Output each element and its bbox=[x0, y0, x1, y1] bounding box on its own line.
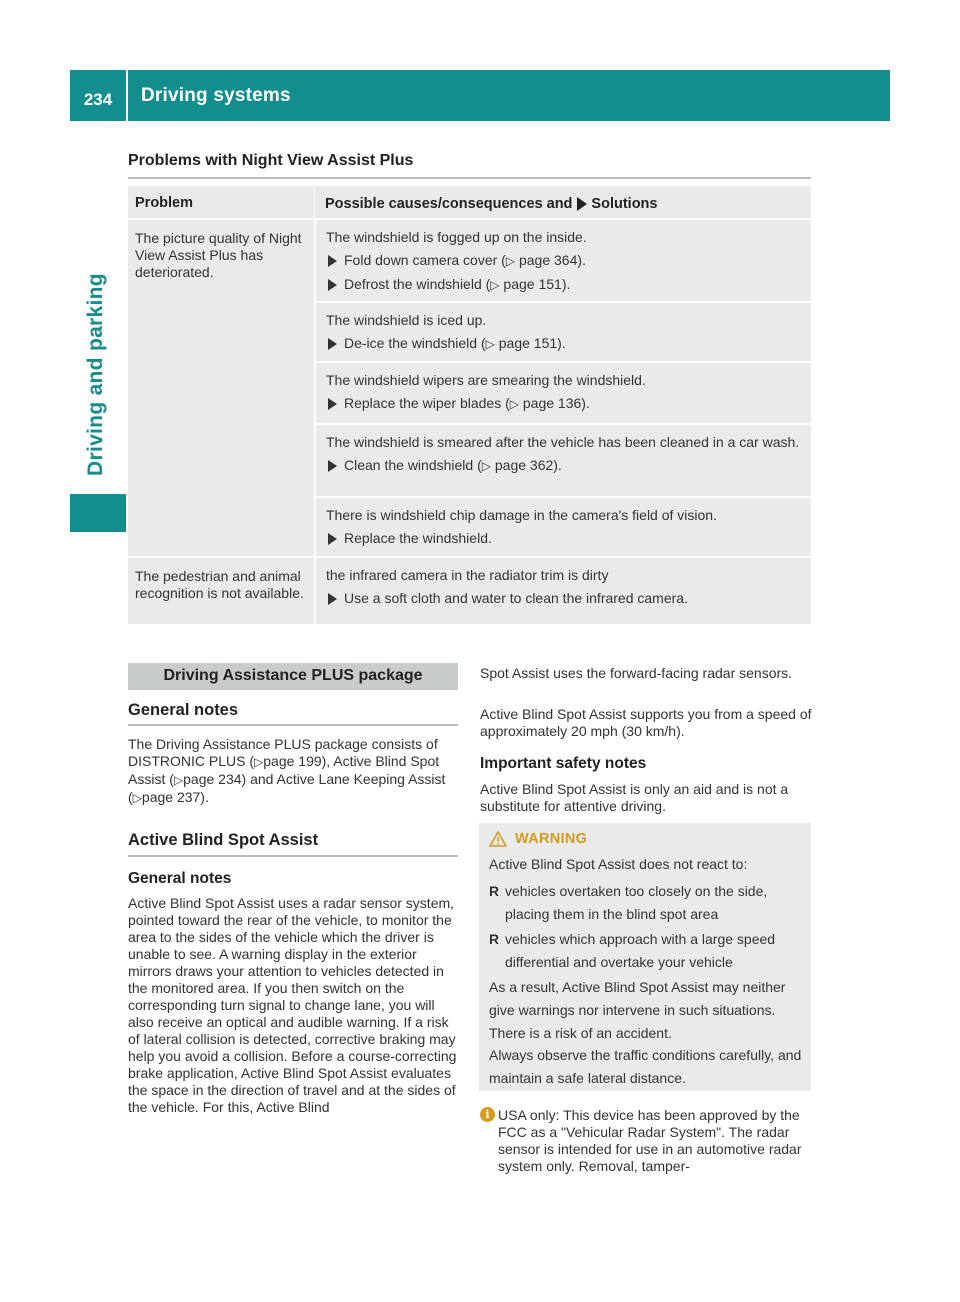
step-text: Defrost the windshield ( bbox=[344, 276, 491, 292]
page-ref-link[interactable]: page 151). bbox=[498, 335, 566, 351]
step-text: Replace the windshield. bbox=[344, 530, 492, 546]
step-arrow-icon bbox=[328, 255, 337, 267]
solution-step bbox=[326, 252, 805, 270]
solution-arrow-icon bbox=[577, 197, 587, 211]
problem-text: The pedestrian and animal recognition is not available. bbox=[135, 568, 304, 601]
cause-block bbox=[316, 363, 811, 423]
page-ref-link[interactable]: page 136). bbox=[522, 395, 590, 411]
page-ref-icon: ▷ bbox=[254, 755, 264, 769]
page-ref-icon: ▷ bbox=[173, 773, 184, 787]
causes-cell bbox=[316, 220, 811, 556]
safety-notes-paragraph: Active Blind Spot Assist is only an aid and is not a substitute for attentive driving. bbox=[480, 781, 789, 814]
abs-general-notes-heading: General notes bbox=[128, 870, 232, 887]
cause-block bbox=[316, 425, 811, 496]
page-ref-icon: ▷ bbox=[505, 254, 516, 268]
cause-block bbox=[316, 558, 811, 624]
causes-cell bbox=[316, 558, 811, 624]
active-blind-spot-heading: Active Blind Spot Assist bbox=[128, 831, 319, 849]
package-band-title: Driving Assistance PLUS package bbox=[128, 663, 458, 690]
cause-block bbox=[316, 220, 811, 301]
problem-cell bbox=[128, 220, 314, 556]
bullet-text: vehicles overtaken too closely on the side, placing them in the blind spot area bbox=[505, 883, 768, 922]
header-solutions-text: Possible causes/consequences and bbox=[325, 196, 573, 212]
text-run: The Driving Assistance PLUS package consists of DISTRONIC PLUS ( bbox=[128, 736, 438, 769]
cause-text: There is windshield chip damage in the camera's field of vision. bbox=[326, 507, 717, 523]
heading-divider bbox=[128, 855, 458, 857]
bullet-text: vehicles which approach with a large speed differential and overtake your vehicle bbox=[505, 931, 776, 970]
page-ref-link[interactable]: page 199), Active Blind Spot Assist ( bbox=[128, 753, 440, 787]
warning-bullet bbox=[489, 928, 807, 974]
page-ref-link[interactable]: page 234) and Active Lane Keeping Assist ( bbox=[128, 771, 446, 805]
cause-text: the infrared camera in the radiator trim is dirty bbox=[326, 567, 609, 583]
warning-title: WARNING bbox=[515, 831, 588, 847]
page-ref-icon: ▷ bbox=[509, 397, 519, 411]
step-arrow-icon bbox=[328, 593, 337, 605]
cause-block bbox=[316, 303, 811, 361]
page-ref-icon: ▷ bbox=[490, 278, 500, 292]
table-row bbox=[128, 558, 811, 624]
step-arrow-icon bbox=[328, 338, 337, 350]
info-paragraph: USA only: This device has been approved by the FCC as a "Vehicular Radar System". The radar sensor is intended for use in an automotive radar system only. Removal, tamper- bbox=[498, 1107, 802, 1174]
problem-cell bbox=[128, 558, 314, 624]
problem-text: The picture quality of Night View Assist Plus has deteriorated. bbox=[135, 230, 302, 280]
solution-step bbox=[326, 530, 805, 547]
page-ref-icon: ▷ bbox=[485, 337, 495, 351]
page-ref-icon: ▷ bbox=[132, 791, 142, 805]
header-problem: Problem bbox=[135, 195, 194, 211]
warning-triangle-icon bbox=[489, 831, 507, 847]
step-arrow-icon bbox=[328, 279, 337, 291]
radar-sensors-paragraph: Spot Assist uses the forward-facing radar sensors. bbox=[480, 665, 793, 681]
solution-step bbox=[326, 395, 805, 413]
general-notes-heading: General notes bbox=[128, 701, 239, 719]
side-tab-marker bbox=[70, 494, 126, 532]
step-arrow-icon bbox=[328, 460, 337, 472]
table-header bbox=[128, 186, 811, 218]
safety-notes-heading: Important safety notes bbox=[480, 755, 647, 772]
page-ref-link[interactable]: page 364). bbox=[518, 252, 586, 268]
cause-block bbox=[316, 498, 811, 556]
step-text: Clean the windshield ( bbox=[344, 457, 482, 473]
troubleshooting-table bbox=[128, 186, 811, 624]
warning-paragraph: Always observe the traffic conditions carefully, and maintain a safe lateral distance. bbox=[489, 1047, 802, 1086]
solution-step bbox=[326, 457, 805, 475]
step-arrow-icon bbox=[328, 398, 337, 410]
general-notes-paragraph bbox=[128, 736, 460, 807]
page-ref-link[interactable]: page 362). bbox=[494, 457, 562, 473]
cause-text: The windshield is smeared after the vehicle has been cleaned in a car wash. bbox=[326, 434, 800, 450]
bullet-marker-icon: R bbox=[489, 883, 500, 899]
solution-step bbox=[326, 276, 805, 294]
section-divider bbox=[128, 177, 811, 179]
solution-step bbox=[326, 590, 805, 607]
bullet-marker-icon: R bbox=[489, 931, 500, 947]
info-icon: i bbox=[480, 1107, 495, 1122]
table-row bbox=[128, 220, 811, 556]
warning-box bbox=[479, 823, 811, 1091]
warning-paragraph: As a result, Active Blind Spot Assist may neither give warnings nor intervene in such situations. There is a risk of an accident. bbox=[489, 979, 786, 1041]
step-arrow-icon bbox=[328, 533, 337, 545]
chapter-title: Driving systems bbox=[128, 70, 890, 121]
warning-header bbox=[489, 831, 587, 847]
step-text: Replace the wiper blades ( bbox=[344, 395, 510, 411]
heading-divider bbox=[128, 724, 458, 726]
header-solutions-text-2: Solutions bbox=[591, 196, 658, 212]
header-solutions bbox=[314, 186, 811, 218]
solution-step bbox=[326, 335, 805, 353]
speed-paragraph: Active Blind Spot Assist supports you from a speed of approximately 20 mph (30 km/h). bbox=[480, 706, 812, 739]
page-ref-link[interactable]: page 151). bbox=[503, 276, 571, 292]
abs-general-notes-paragraph: Active Blind Spot Assist uses a radar sensor system, pointed toward the rear of the vehicle, to monitor the area to the sides of the vehicle which the driver is unable to see. A warning display in the exterior mirrors draws your attention to vehicles detected in the monitored area. If you then switch on the corresponding turn signal to change lane, you will also receive an optical and audible warning. If a risk of lateral collision is detected, corrective braking may help you avoid a collision. Before a course-correcting brake application, Active Blind Spot Assist evaluates the space in the direction of travel and at the sides of the vehicle. For this, Active Blind bbox=[128, 895, 457, 1115]
step-text: De-ice the windshield ( bbox=[344, 335, 486, 351]
step-text: Fold down camera cover ( bbox=[344, 252, 506, 268]
page-ref-icon: ▷ bbox=[481, 459, 491, 473]
cause-text: The windshield is iced up. bbox=[326, 312, 487, 328]
section-title: Problems with Night View Assist Plus bbox=[128, 152, 414, 169]
cause-text: The windshield is fogged up on the inside. bbox=[326, 229, 587, 245]
side-tab-label: Driving and parking bbox=[84, 273, 107, 476]
page-number: 234 bbox=[70, 70, 126, 121]
page-ref-link[interactable]: page 237). bbox=[141, 789, 209, 805]
step-text: Use a soft cloth and water to clean the infrared camera. bbox=[344, 590, 688, 606]
cause-text: The windshield wipers are smearing the windshield. bbox=[326, 372, 646, 388]
warning-bullet bbox=[489, 880, 807, 926]
warning-intro: Active Blind Spot Assist does not react to: bbox=[489, 856, 748, 872]
